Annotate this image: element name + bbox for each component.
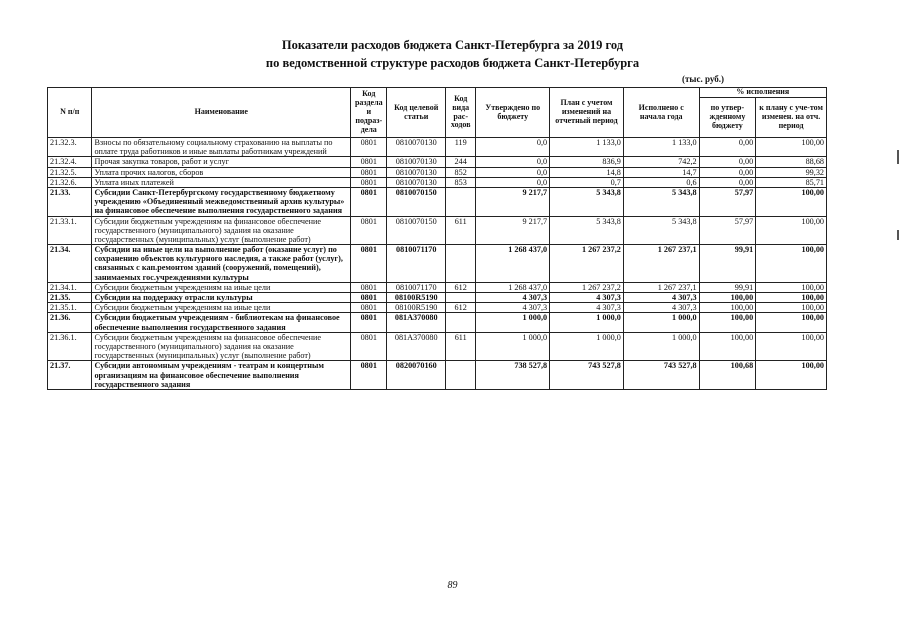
row-num: 21.36. bbox=[48, 313, 92, 332]
row-type-code: 852 bbox=[446, 167, 476, 177]
row-plan: 1 267 237,2 bbox=[550, 245, 624, 283]
row-pct-approved: 0,00 bbox=[699, 177, 756, 187]
row-pct-approved: 99,91 bbox=[699, 282, 756, 292]
row-name: Субсидии на поддержку отрасли культуры bbox=[92, 293, 351, 303]
row-section-code: 0801 bbox=[351, 187, 387, 216]
row-pct-plan: 88,68 bbox=[756, 157, 827, 167]
row-pct-plan: 99,32 bbox=[756, 167, 827, 177]
row-num: 21.36.1. bbox=[48, 332, 92, 361]
row-section-code: 0801 bbox=[351, 313, 387, 332]
row-executed: 14,7 bbox=[623, 167, 699, 177]
row-target-code: 08100R5190 bbox=[387, 293, 446, 303]
row-executed: 1 000,0 bbox=[623, 313, 699, 332]
row-section-code: 0801 bbox=[351, 282, 387, 292]
row-section-code: 0801 bbox=[351, 293, 387, 303]
header-name: Наименование bbox=[92, 88, 351, 138]
row-pct-approved: 100,68 bbox=[699, 361, 756, 390]
row-name: Субсидии Санкт-Петербургскому государственному бюджетному учреждению «Объединенный межведомственный архив культуры» на финансовое обеспечение выполнения государственного задания bbox=[92, 187, 351, 216]
row-num: 21.32.6. bbox=[48, 177, 92, 187]
row-target-code: 0810070150 bbox=[387, 216, 446, 245]
row-section-code: 0801 bbox=[351, 303, 387, 313]
expenses-table bbox=[47, 87, 827, 390]
header-pct-approved: по утвер-жденному бюджету bbox=[699, 98, 756, 138]
row-pct-plan: 100,00 bbox=[756, 313, 827, 332]
scan-mark bbox=[897, 150, 899, 164]
row-pct-plan: 100,00 bbox=[756, 293, 827, 303]
row-num: 21.35.1. bbox=[48, 303, 92, 313]
row-approved: 1 000,0 bbox=[476, 313, 550, 332]
row-approved: 1 268 437,0 bbox=[476, 282, 550, 292]
row-approved: 9 217,7 bbox=[476, 216, 550, 245]
scan-mark bbox=[897, 230, 899, 240]
row-pct-plan: 100,00 bbox=[756, 332, 827, 361]
row-name: Субсидии на иные цели на выполнение работ (оказание услуг) по сохранению объектов культурного наследия, а также работ (услуг), связанных с кап.ремонтом зданий (сооружений, помещений), занимаемых гос.учреждениями культуры bbox=[92, 245, 351, 283]
row-plan: 4 307,3 bbox=[550, 303, 624, 313]
row-executed: 4 307,3 bbox=[623, 303, 699, 313]
row-name: Субсидии автономным учреждениям - театрам и концертным организациям на финансовое обеспечение выполнения государственного задания bbox=[92, 361, 351, 390]
row-name: Субсидии бюджетным учреждениям на финансовое обеспечение государственного (муниципального) задания на оказание государственных (муниципальных) услуг (выполнение работ) bbox=[92, 332, 351, 361]
row-name: Взносы по обязательному социальному страхованию на выплаты по оплате труда работников и иные выплаты работникам учреждений bbox=[92, 138, 351, 157]
row-section-code: 0801 bbox=[351, 216, 387, 245]
row-plan: 836,9 bbox=[550, 157, 624, 167]
report-title-line1: Показатели расходов бюджета Санкт-Петербурга за 2019 год bbox=[281, 38, 624, 52]
row-pct-approved: 100,00 bbox=[699, 313, 756, 332]
row-type-code bbox=[446, 245, 476, 283]
table-row bbox=[48, 303, 827, 313]
table-row bbox=[48, 187, 827, 216]
row-executed: 4 307,3 bbox=[623, 293, 699, 303]
table-row bbox=[48, 177, 827, 187]
row-type-code: 611 bbox=[446, 332, 476, 361]
row-section-code: 0801 bbox=[351, 361, 387, 390]
table-row bbox=[48, 157, 827, 167]
row-pct-approved: 57,97 bbox=[699, 216, 756, 245]
row-target-code: 0820070160 bbox=[387, 361, 446, 390]
row-section-code: 0801 bbox=[351, 177, 387, 187]
table-row bbox=[48, 332, 827, 361]
row-type-code bbox=[446, 293, 476, 303]
row-type-code bbox=[446, 361, 476, 390]
row-type-code: 244 bbox=[446, 157, 476, 167]
row-num: 21.33. bbox=[48, 187, 92, 216]
row-plan: 1 133,0 bbox=[550, 138, 624, 157]
row-pct-plan: 100,00 bbox=[756, 216, 827, 245]
table-row bbox=[48, 361, 827, 390]
row-pct-approved: 0,00 bbox=[699, 167, 756, 177]
row-name: Прочая закупка товаров, работ и услуг bbox=[92, 157, 351, 167]
row-num: 21.35. bbox=[48, 293, 92, 303]
row-num: 21.34. bbox=[48, 245, 92, 283]
units-label: (тыс. руб.) bbox=[682, 74, 724, 84]
row-executed: 1 267 237,1 bbox=[623, 245, 699, 283]
row-plan: 1 000,0 bbox=[550, 332, 624, 361]
row-plan: 4 307,3 bbox=[550, 293, 624, 303]
row-plan: 0,7 bbox=[550, 177, 624, 187]
header-executed: Исполнено с начала года bbox=[623, 88, 699, 138]
row-target-code: 0810070130 bbox=[387, 138, 446, 157]
header-plan: План с учетом изменений на отчетный период bbox=[550, 88, 624, 138]
row-num: 21.32.5. bbox=[48, 167, 92, 177]
row-section-code: 0801 bbox=[351, 138, 387, 157]
row-pct-approved: 99,91 bbox=[699, 245, 756, 283]
row-approved: 9 217,7 bbox=[476, 187, 550, 216]
row-target-code: 081А370080 bbox=[387, 332, 446, 361]
row-name: Субсидии бюджетным учреждениям на иные цели bbox=[92, 303, 351, 313]
row-executed: 1 000,0 bbox=[623, 332, 699, 361]
row-target-code: 0810070130 bbox=[387, 157, 446, 167]
row-plan: 743 527,8 bbox=[550, 361, 624, 390]
row-plan: 5 343,8 bbox=[550, 187, 624, 216]
row-type-code: 612 bbox=[446, 303, 476, 313]
row-section-code: 0801 bbox=[351, 332, 387, 361]
row-pct-approved: 100,00 bbox=[699, 303, 756, 313]
table-row bbox=[48, 293, 827, 303]
row-approved: 0,0 bbox=[476, 177, 550, 187]
row-executed: 5 343,8 bbox=[623, 216, 699, 245]
row-executed: 1 267 237,1 bbox=[623, 282, 699, 292]
row-type-code bbox=[446, 313, 476, 332]
row-num: 21.32.3. bbox=[48, 138, 92, 157]
row-approved: 1 000,0 bbox=[476, 332, 550, 361]
row-target-code: 0810070150 bbox=[387, 187, 446, 216]
row-pct-plan: 100,00 bbox=[756, 303, 827, 313]
row-pct-approved: 0,00 bbox=[699, 138, 756, 157]
header-type: Код вида рас-ходов bbox=[446, 88, 476, 138]
row-target-code: 0810071170 bbox=[387, 282, 446, 292]
row-target-code: 0810070130 bbox=[387, 177, 446, 187]
row-num: 21.32.4. bbox=[48, 157, 92, 167]
row-pct-plan: 85,71 bbox=[756, 177, 827, 187]
row-type-code bbox=[446, 187, 476, 216]
table-row bbox=[48, 216, 827, 245]
row-approved: 4 307,3 bbox=[476, 293, 550, 303]
table-row bbox=[48, 245, 827, 283]
row-name: Субсидии бюджетным учреждениям - библиотекам на финансовое обеспечение выполнения государственного задания bbox=[92, 313, 351, 332]
row-num: 21.37. bbox=[48, 361, 92, 390]
table-row bbox=[48, 167, 827, 177]
row-pct-plan: 100,00 bbox=[756, 187, 827, 216]
header-target: Код целевой статьи bbox=[387, 88, 446, 138]
row-name: Субсидии бюджетным учреждениям на финансовое обеспечение государственного (муниципального) задания на оказание государственных (муниципальных) услуг (выполнение работ) bbox=[92, 216, 351, 245]
row-approved: 0,0 bbox=[476, 138, 550, 157]
row-type-code: 611 bbox=[446, 216, 476, 245]
report-title-line2: по ведомственной структуре расходов бюджета Санкт-Петербурга bbox=[265, 56, 640, 70]
row-executed: 0,6 bbox=[623, 177, 699, 187]
row-pct-plan: 100,00 bbox=[756, 361, 827, 390]
row-plan: 14,8 bbox=[550, 167, 624, 177]
row-section-code: 0801 bbox=[351, 245, 387, 283]
row-approved: 0,0 bbox=[476, 167, 550, 177]
row-pct-plan: 100,00 bbox=[756, 282, 827, 292]
row-num: 21.33.1. bbox=[48, 216, 92, 245]
row-pct-approved: 100,00 bbox=[699, 293, 756, 303]
row-pct-approved: 57,97 bbox=[699, 187, 756, 216]
header-pct-plan: к плану с уче-том изменен. на отч. период bbox=[756, 98, 827, 138]
page-number: 89 bbox=[447, 580, 458, 591]
row-name: Уплата прочих налогов, сборов bbox=[92, 167, 351, 177]
header-pct-group: % исполнения bbox=[699, 88, 826, 98]
row-name: Уплата иных платежей bbox=[92, 177, 351, 187]
row-type-code: 853 bbox=[446, 177, 476, 187]
header-section: Код раздела и подраз-дела bbox=[351, 88, 387, 138]
table-row bbox=[48, 282, 827, 292]
row-approved: 0,0 bbox=[476, 157, 550, 167]
row-plan: 1 267 237,2 bbox=[550, 282, 624, 292]
row-pct-approved: 100,00 bbox=[699, 332, 756, 361]
row-target-code: 0810071170 bbox=[387, 245, 446, 283]
row-approved: 738 527,8 bbox=[476, 361, 550, 390]
row-approved: 1 268 437,0 bbox=[476, 245, 550, 283]
row-executed: 742,2 bbox=[623, 157, 699, 167]
row-type-code: 612 bbox=[446, 282, 476, 292]
row-target-code: 081А370080 bbox=[387, 313, 446, 332]
row-type-code: 119 bbox=[446, 138, 476, 157]
row-num: 21.34.1. bbox=[48, 282, 92, 292]
row-pct-plan: 100,00 bbox=[756, 245, 827, 283]
row-plan: 5 343,8 bbox=[550, 216, 624, 245]
table-body bbox=[48, 138, 827, 390]
row-executed: 1 133,0 bbox=[623, 138, 699, 157]
row-section-code: 0801 bbox=[351, 167, 387, 177]
header-approved: Утверждено по бюджету bbox=[476, 88, 550, 138]
row-name: Субсидии бюджетным учреждениям на иные цели bbox=[92, 282, 351, 292]
table-row bbox=[48, 138, 827, 157]
row-target-code: 0810070130 bbox=[387, 167, 446, 177]
row-executed: 743 527,8 bbox=[623, 361, 699, 390]
row-pct-approved: 0,00 bbox=[699, 157, 756, 167]
row-section-code: 0801 bbox=[351, 157, 387, 167]
row-plan: 1 000,0 bbox=[550, 313, 624, 332]
table-row bbox=[48, 313, 827, 332]
row-pct-plan: 100,00 bbox=[756, 138, 827, 157]
row-approved: 4 307,3 bbox=[476, 303, 550, 313]
header-num: N п/п bbox=[48, 88, 92, 138]
row-executed: 5 343,8 bbox=[623, 187, 699, 216]
row-target-code: 08100R5190 bbox=[387, 303, 446, 313]
